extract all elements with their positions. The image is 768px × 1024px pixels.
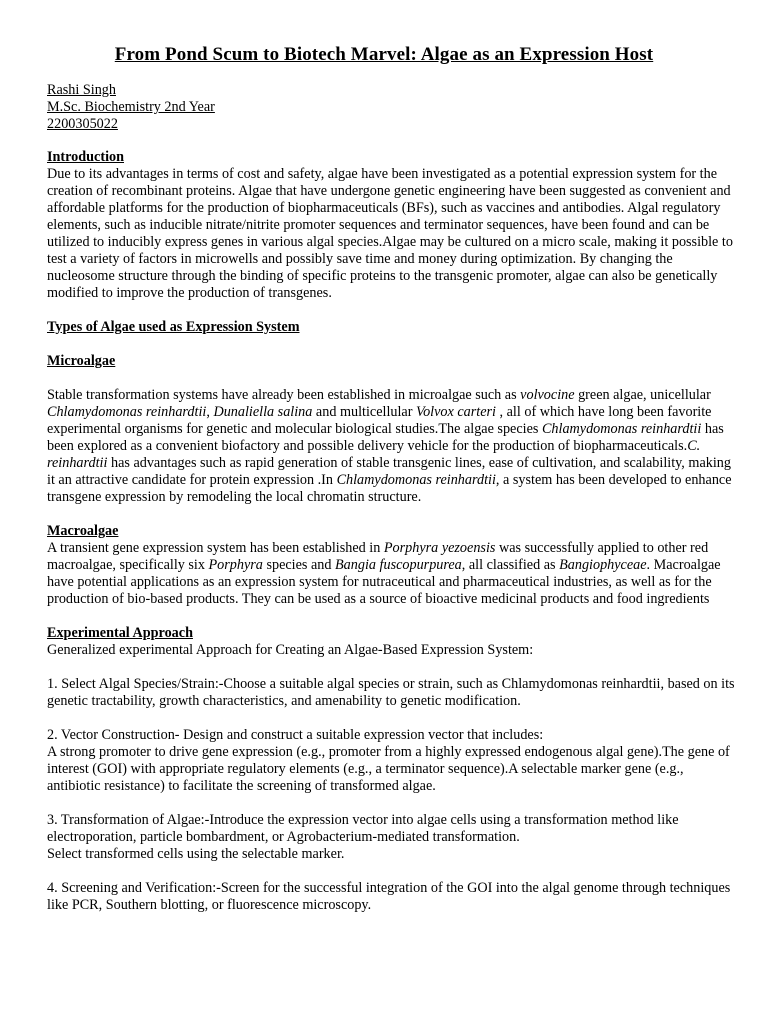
intro-paragraph: Due to its advantages in terms of cost and safety, algae have been investigated as a potential expression system for the creation of recombinant proteins. Algae that have undergone genetic engineering have been suggested as convenient and affordable platforms for the production of biopharmaceuticals (BFs), such as vaccines and antibodies. Algal regulatory elements, such as inducible nitrate/nitrite promoter sequences and terminator sequences, have been found and can be utilized to inducibly express genes in various algal species.Algae may be cultured on a micro scale, making it possible to test a variety of factors in microwells and possibly save time and money during optimization. By changing the nucleosome structure through the binding of specific proteins to the transgenic promoter, algae can also be genetically modified to improve the production of transgenes. bbox=[47, 166, 733, 301]
approach-step-4: 4. Screening and Verification:-Screen for the successful integration of the GOI into the algal genome through techniques like PCR, Southern blotting, or fluorescence microscopy. bbox=[47, 880, 731, 913]
approach-intro: Generalized experimental Approach for Creating an Algae-Based Expression System: bbox=[47, 642, 534, 658]
macroalgae-paragraph: A transient gene expression system has been established in Porphyra yezoensis was successfully applied to other red macroalgae, specifically six Porphyra species and Bangia fuscopurpurea, all classified as Bangiophyceae. Macroalgae have potential applications as an expression system for nutraceutical and pharmaceutical industries, as well as for the production of bio-based products. They can be used as a source of bioactive medicinal products and food ingredients bbox=[47, 540, 721, 607]
approach-step-1: 1. Select Algal Species/Strain:-Choose a suitable algal species or strain, such as Chlamydomonas reinhardtii, based on its genetic tractability, growth characteristics, and amenability to genetic modification. bbox=[47, 676, 735, 709]
types-heading: Types of Algae used as Expression System bbox=[47, 319, 300, 335]
document-title: From Pond Scum to Biotech Marvel: Algae as an Expression Host bbox=[114, 44, 654, 65]
document-body bbox=[47, 82, 737, 914]
author-id: 2200305022 bbox=[47, 116, 118, 132]
author-block bbox=[47, 82, 737, 133]
microalgae-paragraph: Stable transformation systems have already been established in microalgae such as volvocine green algae, unicellular Chlamydomonas reinhardtii, Dunaliella salina and multicellular Volvox carteri , all of which have long been favorite experimental organisms for genetic and molecular biological studies.The algae species Chlamydomonas reinhardtii has been explored as a convenient biofactory and possible delivery vehicle for the production of biopharmaceuticals.C. reinhardtii has advantages such as rapid generation of stable transgenic lines, ease of cultivation, and scalability, making it an attractive candidate for protein expression .In Chlamydomonas reinhardtii, a system has been developed to enhance transgene expression by remodeling the local chromatin structure. bbox=[47, 387, 732, 505]
microalgae-heading: Microalgae bbox=[47, 353, 116, 369]
macroalgae-heading: Macroalgae bbox=[47, 523, 119, 539]
approach-step-3: 3. Transformation of Algae:-Introduce the expression vector into algae cells using a transformation method like electroporation, particle bombardment, or Agrobacterium-mediated transformation. bbox=[47, 812, 679, 845]
author-name: Rashi Singh bbox=[47, 82, 116, 98]
approach-step-2-detail: A strong promoter to drive gene expression (e.g., promoter from a highly expressed endogenous algal gene).The gene of interest (GOI) with appropriate regulatory elements (e.g., a terminator sequence).A selectable marker gene (e.g., antibiotic resistance) to facilitate the screening of transformed algae. bbox=[47, 744, 730, 794]
author-program: M.Sc. Biochemistry 2nd Year bbox=[47, 99, 215, 115]
approach-step-2: 2. Vector Construction- Design and construct a suitable expression vector that includes: bbox=[47, 727, 544, 743]
intro-heading: Introduction bbox=[47, 149, 124, 165]
approach-step-3-detail: Select transformed cells using the selectable marker. bbox=[47, 846, 345, 862]
experimental-approach-heading: Experimental Approach bbox=[47, 625, 193, 641]
